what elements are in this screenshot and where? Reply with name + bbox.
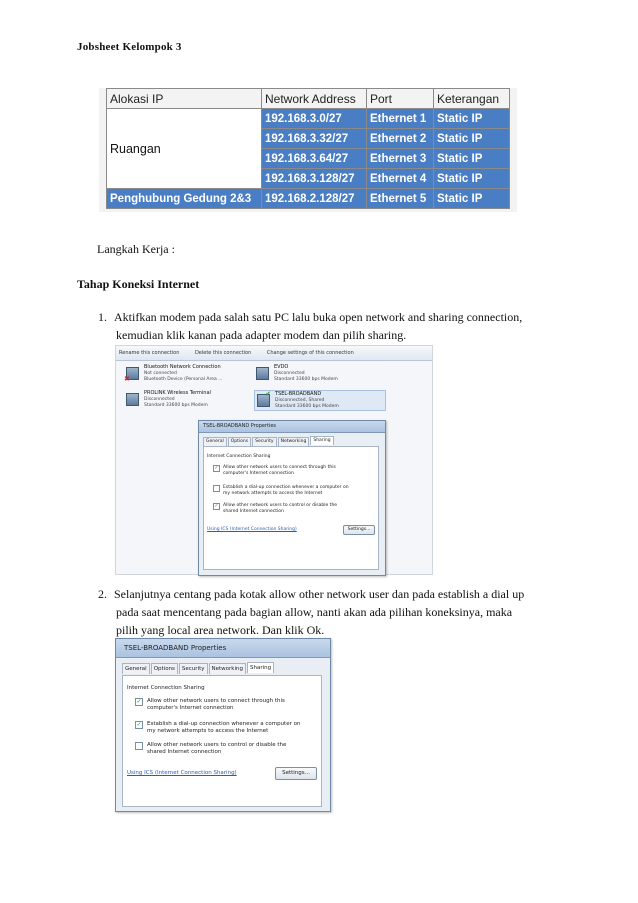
ics-help-link[interactable]: Using ICS (Internet Connection Sharing) (127, 770, 237, 776)
establish-dialup-option[interactable] (213, 485, 375, 497)
tab-sharing[interactable]: Sharing (247, 662, 274, 673)
settings-button[interactable]: Settings... (275, 767, 317, 780)
option-text: computer's Internet connection (147, 705, 234, 711)
allow-control-checkbox[interactable] (135, 742, 143, 750)
adapter-device: Standard 33600 bps Modem (274, 377, 338, 382)
table-cell: Penghubung Gedung 2&3 (107, 189, 262, 209)
network-connections-screenshot (115, 345, 433, 575)
establish-dialup-option[interactable] (135, 721, 317, 735)
properties-dialog (198, 420, 386, 576)
option-text: my network attempts to access the Internet (223, 491, 323, 496)
adapter-device: Bluetooth Device (Personal Area ... (144, 377, 223, 382)
table-cell: Ethernet 4 (367, 169, 434, 189)
adapter-device: Standard 33600 bps Modem (144, 403, 208, 408)
allow-connect-option[interactable] (135, 698, 317, 712)
adapter-name: PROLINK Wireless Terminal (144, 390, 211, 396)
establish-dialup-checkbox[interactable] (213, 485, 220, 492)
dialog-title-bar (116, 639, 330, 658)
properties-dialog-large (115, 638, 331, 812)
step-text: kemudian klik kanan pada adapter modem dan pilih sharing. (116, 328, 407, 342)
option-text: shared Internet connection (147, 749, 222, 755)
step-text: pilih yang local area network. Dan klik Ok. (116, 623, 325, 637)
table-cell: Ethernet 3 (367, 149, 434, 169)
option-text: Allow other network users to connect through this (147, 698, 285, 704)
rename-connection-button[interactable]: Rename this connection (119, 350, 180, 356)
step-1 (98, 308, 568, 344)
network-adapter-icon (126, 393, 139, 406)
allow-control-option[interactable] (135, 742, 317, 756)
tab-security[interactable]: Security (252, 437, 276, 446)
table-row (107, 109, 510, 129)
table-header-cell: Network Address (262, 89, 367, 109)
ics-help-link[interactable]: Using ICS (Internet Connection Sharing) (207, 527, 297, 532)
adapter-device: Standard 33600 bps Modem (275, 404, 339, 409)
allow-connect-option[interactable] (213, 465, 375, 477)
tab-options[interactable]: Options (151, 663, 178, 674)
table-header-row (107, 89, 510, 109)
adapter-bluetooth[interactable] (124, 364, 254, 383)
table-cell: Ethernet 2 (367, 129, 434, 149)
sharing-pane (203, 446, 379, 570)
table-cell: 192.168.3.0/27 (262, 109, 367, 129)
adapter-status: Not connected (144, 371, 177, 376)
ics-group-label: Internet Connection Sharing (207, 454, 271, 459)
table-cell: Ethernet 1 (367, 109, 434, 129)
tab-security[interactable]: Security (179, 663, 208, 674)
option-text: Allow other network users to connect through this (223, 465, 336, 470)
tab-general[interactable]: General (122, 663, 150, 674)
table-cell: Static IP (434, 109, 510, 129)
table-header-cell: Keterangan (434, 89, 510, 109)
dialog-title: TSEL-BROADBAND Properties (203, 423, 277, 429)
change-settings-button[interactable]: Change settings of this connection (266, 350, 354, 356)
adapter-prolink[interactable] (124, 390, 254, 409)
settings-button[interactable]: Settings... (343, 525, 375, 535)
table-cell: 192.168.3.32/27 (262, 129, 367, 149)
allow-connect-checkbox[interactable]: ✓ (136, 698, 142, 705)
table-cell: 192.168.3.64/27 (262, 149, 367, 169)
table-group-cell: Ruangan (107, 109, 262, 189)
adapter-name: Bluetooth Network Connection (144, 364, 221, 370)
table-cell: Static IP (434, 149, 510, 169)
delete-connection-button[interactable]: Delete this connection (194, 350, 252, 356)
langkah-kerja-label: Langkah Kerja : (97, 242, 175, 256)
step-2 (98, 585, 568, 639)
dialog-title-bar (199, 421, 385, 433)
step-number: 1. (98, 310, 107, 324)
adapter-name: EVDO (274, 364, 289, 370)
step-text: Aktifkan modem pada salah satu PC lalu buka open network and sharing connection, (114, 310, 523, 324)
adapter-status: Disconnected, Shared (275, 398, 325, 403)
ics-group-label: Internet Connection Sharing (127, 685, 205, 691)
table-row (107, 189, 510, 209)
tab-networking[interactable]: Networking (209, 663, 246, 674)
option-text: Allow other network users to control or disable the (147, 742, 287, 748)
allow-control-checkbox[interactable]: ✓ (214, 503, 219, 509)
step-text: pada saat mencentang pada bagian allow, nanti akan ada pilihan koneksinya, maka (116, 605, 513, 619)
option-text: my network attempts to access the Internet (147, 728, 269, 734)
table-cell: Ethernet 5 (367, 189, 434, 209)
step-number: 2. (98, 587, 107, 601)
tab-sharing[interactable]: Sharing (310, 436, 333, 445)
disconnected-x-icon: ✖ (124, 375, 130, 383)
table-cell: Static IP (434, 169, 510, 189)
allow-connect-checkbox[interactable]: ✓ (214, 465, 219, 471)
shared-check-icon: ✔ (265, 390, 271, 398)
section-title: Tahap Koneksi Internet (77, 277, 200, 291)
adapter-tsel-broadband[interactable] (254, 390, 386, 411)
step-text: Selanjutnya centang pada kotak allow other network user dan pada establish a dial up (114, 587, 525, 601)
option-text: Allow other network users to control or disable the (223, 503, 338, 508)
tab-general[interactable]: General (203, 437, 227, 446)
option-text: computer's Internet connection (223, 471, 294, 476)
sharing-pane (122, 675, 322, 807)
option-text: Establish a dial-up connection whenever a computer on (223, 485, 349, 490)
adapter-name: TSEL-BROADBAND (275, 391, 322, 397)
tab-networking[interactable]: Networking (278, 437, 310, 446)
tab-options[interactable]: Options (228, 437, 251, 446)
allow-control-option[interactable] (213, 503, 375, 515)
table-cell: 192.168.2.128/27 (262, 189, 367, 209)
document-header: Jobsheet Kelompok 3 (77, 41, 182, 53)
dialog-tabs (116, 658, 330, 675)
establish-dialup-checkbox[interactable]: ✓ (136, 721, 142, 728)
table-cell: Static IP (434, 189, 510, 209)
table-header-cell: Alokasi IP (107, 89, 262, 109)
adapter-status: Disconnected (144, 397, 175, 402)
dialog-title: TSEL-BROADBAND Properties (124, 644, 227, 652)
adapter-evdo[interactable] (254, 364, 384, 383)
table-header-cell: Port (367, 89, 434, 109)
network-adapter-icon (256, 367, 269, 380)
option-text: Establish a dial-up connection whenever a computer on (147, 721, 301, 727)
ip-allocation-table (106, 88, 510, 209)
adapter-status: Disconnected (274, 371, 305, 376)
table-cell: Static IP (434, 129, 510, 149)
option-text: shared Internet connection (223, 509, 284, 514)
dialog-tabs (199, 433, 385, 447)
table-cell: 192.168.3.128/27 (262, 169, 367, 189)
connections-toolbar (116, 346, 432, 361)
